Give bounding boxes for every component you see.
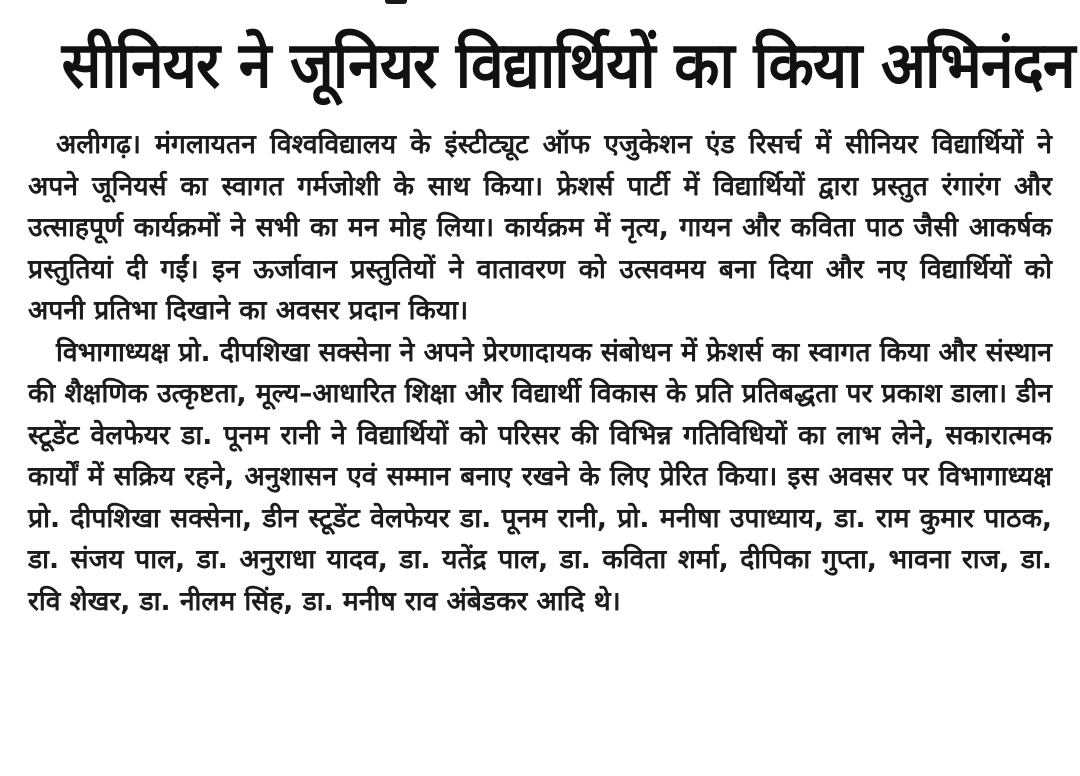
article-paragraph-1: अलीगढ़। मंगलायतन विश्वविद्यालय के इंस्टीट्यूट ऑफ एजुकेशन एंड रिसर्च में सीनियर विद्यार्थियों ने अपने जूनियर्स का स्वागत गर्मजोशी के साथ किया। फ्रेशर्स पार्टी में विद्यार्थियों द्वारा प्रस्तुत रंगारंग और उत्साहपूर्ण कार्यक्रमों ने सभी का मन मोह लिया। कार्यक्रम में नृत्य, गायन और कविता पाठ जैसी आकर्षक प्रस्तुतियां दी गईं। इन ऊर्जावान प्रस्तुतियों ने वातावरण को उत्सवमय बना दिया और नए विद्यार्थियों को अपनी प्रतिभा दिखाने का अवसर प्रदान किया।	[28, 129, 1052, 326]
clipped-previous-text	[0, 0, 1080, 10]
article-paragraph-2: विभागाध्यक्ष प्रो. दीपशिखा सक्सेना ने अपने प्रेरणादायक संबोधन में फ्रेशर्स का स्वागत किया और संस्थान की शैक्षणिक उत्कृष्टता, मूल्य–आधारित शिक्षा और विद्यार्थी विकास के प्रति प्रतिबद्धता पर प्रकाश डाला। डीन स्टूडेंट वेलफेयर डा. पूनम रानी ने विद्यार्थियों को परिसर की विभिन्न गतिविधियों का लाभ लेने, सकारात्मक कार्यों में सक्रिय रहने, अनुशासन एवं सम्मान बनाए रखने के लिए प्रेरित किया। इस अवसर पर विभागाध्यक्ष प्रो. दीपशिखा सक्सेना, डीन स्टूडेंट वेलफेयर डा. पूनम रानी, प्रो. मनीषा उपाध्याय, डा. राम कुमार पाठक, डा. संजय पाल, डा. अनुराधा यादव, डा. यतेंद्र पाल, डा. कविता शर्मा, दीपिका गुप्ता, भावना राज, डा. रवि शेखर, डा. नीलम सिंह, डा. मनीष राव अंबेडकर आदि थे।	[28, 336, 1052, 617]
clipped-glyph-fragment	[385, 0, 407, 4]
article-body	[28, 124, 1052, 770]
article-headline: सीनियर ने जूनियर विद्यार्थियों का किया अभिनंदन	[61, 29, 1075, 103]
